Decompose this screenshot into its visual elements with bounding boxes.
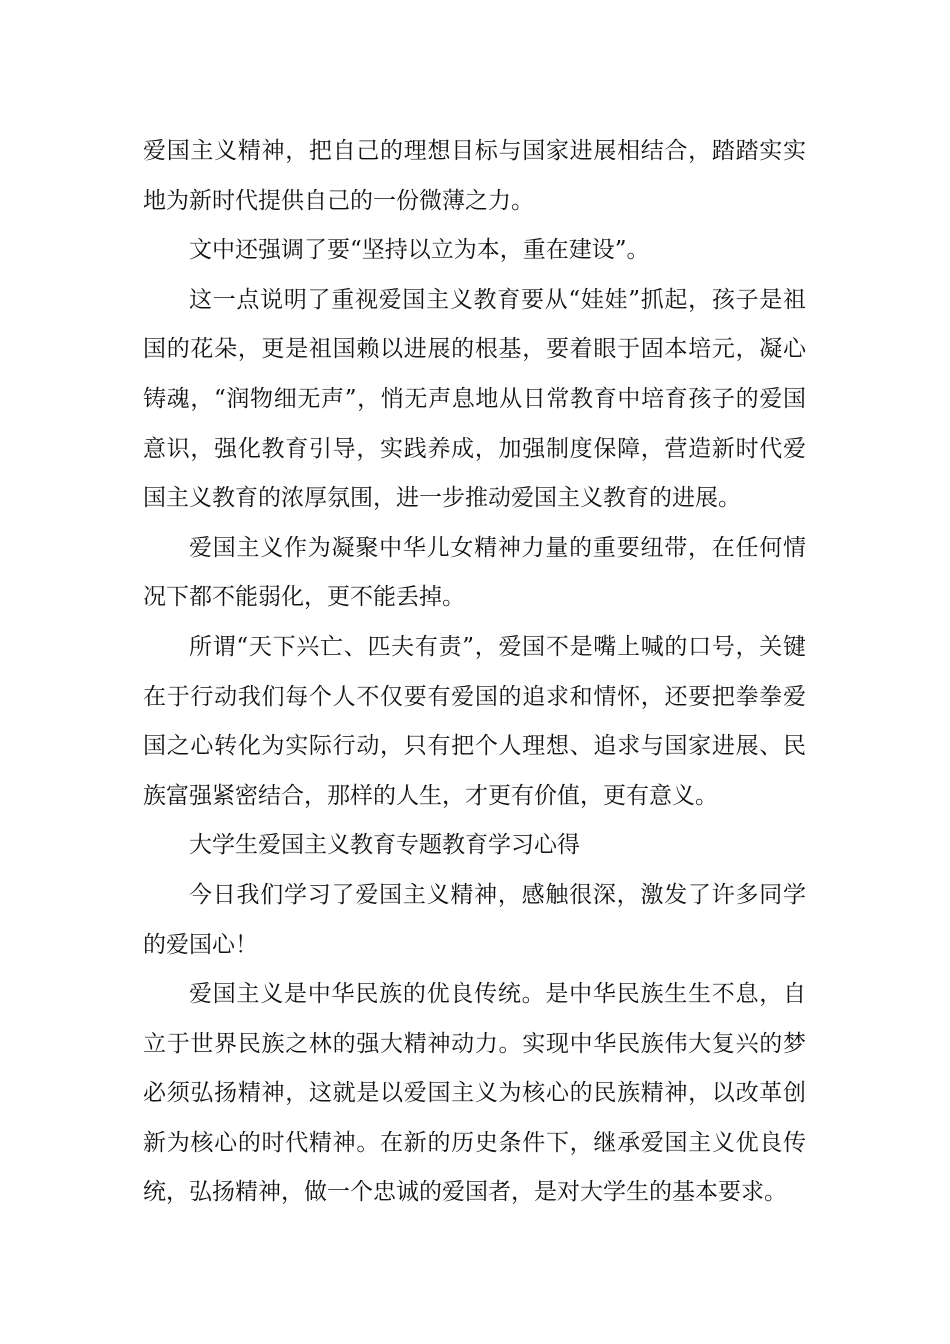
- body-paragraph: 今日我们学习了爱国主义精神，感触很深，激发了许多同学的爱国心！: [143, 881, 806, 958]
- body-paragraph: 爱国主义是中华民族的优良传统。是中华民族生生不息，自立于世界民族之林的强大精神动力。实现中华民族伟大复兴的梦必须弘扬精神，这就是以爱国主义为核心的民族精神，以改革创新为核心的时代精神。在新的历史条件下，继承爱国主义优良传统，弘扬精神，做一个忠诚的爱国者，是对大学生的基本要求。: [143, 981, 806, 1206]
- body-paragraph: 爱国主义作为凝聚中华儿女精神力量的重要纽带，在任何情况下都不能弱化，更不能丢掉。: [143, 534, 806, 611]
- body-paragraph: 所谓“天下兴亡、匹夫有责”，爱国不是嘴上喊的口号，关键在于行动我们每个人不仅要有爱国的追求和情怀，还要把拳拳爱国之心转化为实际行动，只有把个人理想、追求与国家进展、民族富强紧密结合，那样的人生，才更有价值，更有意义。: [143, 633, 806, 809]
- document-body: [143, 127, 806, 1218]
- section-heading: 大学生爱国主义教育专题教育学习心得: [189, 832, 580, 859]
- body-paragraph: 爱国主义精神，把自己的理想目标与国家进展相结合，踏踏实实地为新时代提供自己的一份微薄之力。: [143, 138, 806, 214]
- body-paragraph: 文中还强调了要“坚持以立为本，重在建设”。: [189, 237, 650, 264]
- body-paragraph: 这一点说明了重视爱国主义教育要从“娃娃”抓起，孩子是祖国的花朵，更是祖国赖以进展的根基，要着眼于固本培元，凝心铸魂，“润物细无声”，悄无声息地从日常教育中培育孩子的爱国意识，强化教育引导，实践养成，加强制度保障，营造新时代爱国主义教育的浓厚氛围，进一步推动爱国主义教育的进展。: [143, 286, 806, 512]
